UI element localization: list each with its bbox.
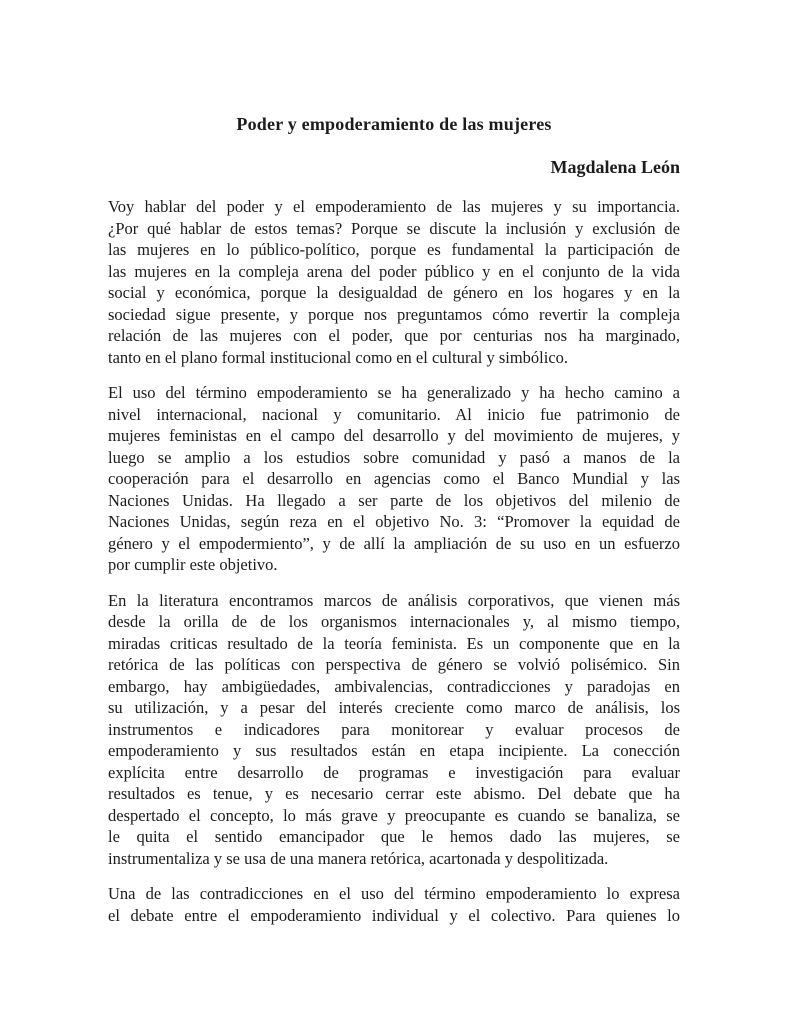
text-line: empoderamiento y sus resultados están en etapa incipiente. La conección [108,741,680,760]
paragraphs-container [108,196,680,926]
text-line: nivel internacional, nacional y comunitario. Al inicio fue patrimonio de [108,404,680,424]
text-line: El uso del término empoderamiento se ha generalizado y ha hecho camino a [108,383,680,402]
document-content [108,112,680,926]
text-line: despertado el concepto, lo más grave y preocupante es cuando se banaliza, se [108,805,680,825]
text-line: explícita entre desarrollo de programas e investigación para evaluar [108,762,680,782]
text-line: miradas criticas resultado de la teoría feminista. Es un componente que en la [108,633,680,653]
text-line: sociedad sigue presente, y porque nos preguntamos cómo revertir la compleja [108,304,680,324]
text-line: Naciones Unidas. Ha llegado a ser parte de los objetivos del milenio de [108,490,680,510]
text-line: las mujeres en la compleja arena del poder público y en el conjunto de la vida [108,261,680,281]
paragraph [108,883,680,926]
text-line: relación de las mujeres con el poder, que por centurias nos ha marginado, [108,326,680,345]
text-line: cooperación para el desarrollo en agencias como el Banco Mundial y las [108,469,680,488]
text-line: embargo, hay ambigüedades, ambivalencias, contradicciones y paradojas en [108,676,680,696]
text-line: instrumentaliza y se usa de una manera retórica, acartonada y despolitizada. [108,848,609,868]
text-line: mujeres feministas en el campo del desarrollo y del movimiento de mujeres, y [108,426,680,445]
text-line: por cumplir este objetivo. [108,555,278,574]
text-line: retórica de las políticas con perspectiva de género se volvió polisémico. Sin [108,655,680,674]
paragraph [108,382,680,576]
author-name: Magdalena León [550,157,680,177]
text-line: Naciones Unidas, según reza en el objetivo No. 3: “Promover la equidad de [108,512,680,531]
text-line: En la literatura encontramos marcos de análisis corporativos, que vienen más [108,590,680,610]
text-line: le quita el sentido emancipador que le hemos dado las mujeres, se [108,827,680,846]
paragraph [108,590,680,870]
text-line: las mujeres en lo público-político, porque es fundamental la participación de [108,240,680,259]
text-line: Una de las contradicciones en el uso del término empoderamiento lo expresa [108,884,680,903]
text-line: ¿Por qué hablar de estos temas? Porque se discute la inclusión y exclusión de [108,218,680,238]
text-line: luego se amplio a los estudios sobre comunidad y pasó a manos de la [108,447,680,467]
text-line: Voy hablar del poder y el empoderamiento de las mujeres y su importancia. [108,197,680,216]
text-line: instrumentos e indicadores para monitorear y evaluar procesos de [108,719,680,739]
text-line: género y el empodermiento”, y de allí la ampliación de su uso en un esfuerzo [108,533,680,553]
document-title: Poder y empoderamiento de las mujeres [236,114,552,134]
text-line: su utilización, y a pesar del interés creciente como marco de análisis, los [108,698,680,717]
paragraph [108,196,680,368]
text-line: resultados es tenue, y es necesario cerrar este abismo. Del debate que ha [108,784,680,803]
text-line: desde la orilla de de los organismos internacionales y, al mismo tiempo, [108,612,680,631]
text-line: social y económica, porque la desigualdad de género en los hogares y en la [108,283,680,302]
text-line: tanto en el plano formal institucional como en el cultural y simbólico. [108,347,569,367]
text-line: el debate entre el empoderamiento individual y el colectivo. Para quienes lo [108,905,680,925]
